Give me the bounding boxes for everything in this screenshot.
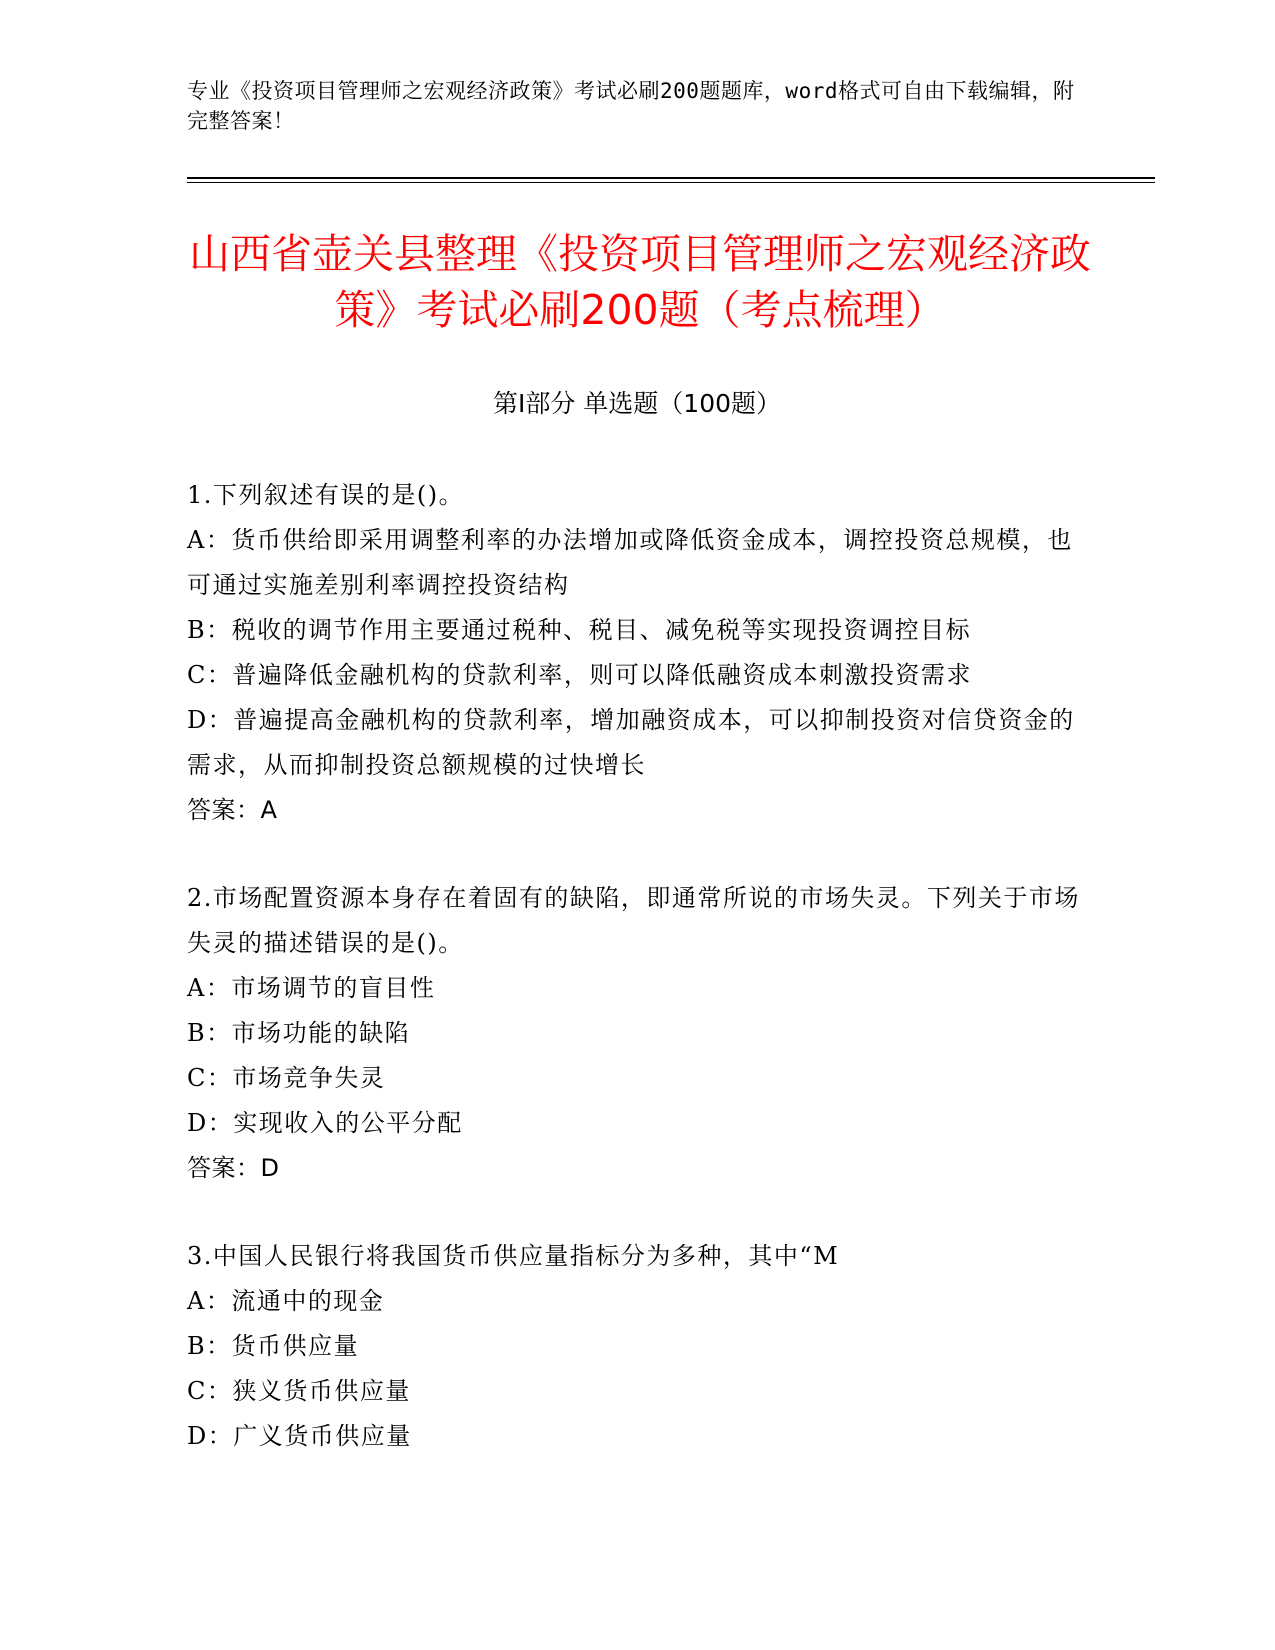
section-heading: 第I部分 单选题（100题） bbox=[492, 389, 782, 418]
question-stem: 3.中国人民银行将我国货币供应量指标分为多种，其中“M bbox=[187, 1242, 840, 1270]
answer: 答案：A bbox=[187, 796, 278, 824]
option-a: A：货币供给即采用调整利率的办法增加或降低资金成本，调控投资总规模，也可通过实施差别利率调控投资结构 bbox=[187, 526, 1073, 599]
document-title: 山西省壶关县整理《投资项目管理师之宏观经济政策》考试必刷200题（考点梳理） bbox=[189, 230, 1091, 334]
question-item bbox=[187, 1234, 1087, 1459]
option-c: C：市场竞争失灵 bbox=[187, 1064, 386, 1092]
question-item bbox=[187, 876, 1087, 1191]
option-d: D：广义货币供应量 bbox=[187, 1422, 412, 1450]
option-d: D：普遍提高金融机构的贷款利率，增加融资成本，可以抑制投资对信贷资金的需求，从而抑制投资总额规模的过快增长 bbox=[187, 706, 1075, 779]
option-d: D：实现收入的公平分配 bbox=[187, 1109, 463, 1137]
header-note: 专业《投资项目管理师之宏观经济政策》考试必刷200题题库，word格式可自由下载编辑，附完整答案！ bbox=[187, 79, 1075, 133]
option-a: A：市场调节的盲目性 bbox=[187, 974, 436, 1002]
question-list bbox=[187, 473, 1087, 1502]
answer: 答案：D bbox=[187, 1154, 280, 1182]
option-b: B：市场功能的缺陷 bbox=[187, 1019, 411, 1047]
option-b: B：货币供应量 bbox=[187, 1332, 360, 1360]
question-stem: 1.下列叙述有误的是()。 bbox=[187, 481, 465, 509]
header-divider-thick bbox=[187, 177, 1155, 179]
option-a: A：流通中的现金 bbox=[187, 1287, 385, 1315]
header-divider-thin bbox=[187, 182, 1155, 183]
option-c: C：狭义货币供应量 bbox=[187, 1377, 411, 1405]
question-item bbox=[187, 473, 1087, 833]
option-c: C：普遍降低金融机构的贷款利率，则可以降低融资成本刺激投资需求 bbox=[187, 661, 972, 689]
option-b: B：税收的调节作用主要通过税种、税目、减免税等实现投资调控目标 bbox=[187, 616, 972, 644]
question-stem: 2.市场配置资源本身存在着固有的缺陷，即通常所说的市场失灵。下列关于市场失灵的描述错误的是()。 bbox=[187, 884, 1080, 957]
